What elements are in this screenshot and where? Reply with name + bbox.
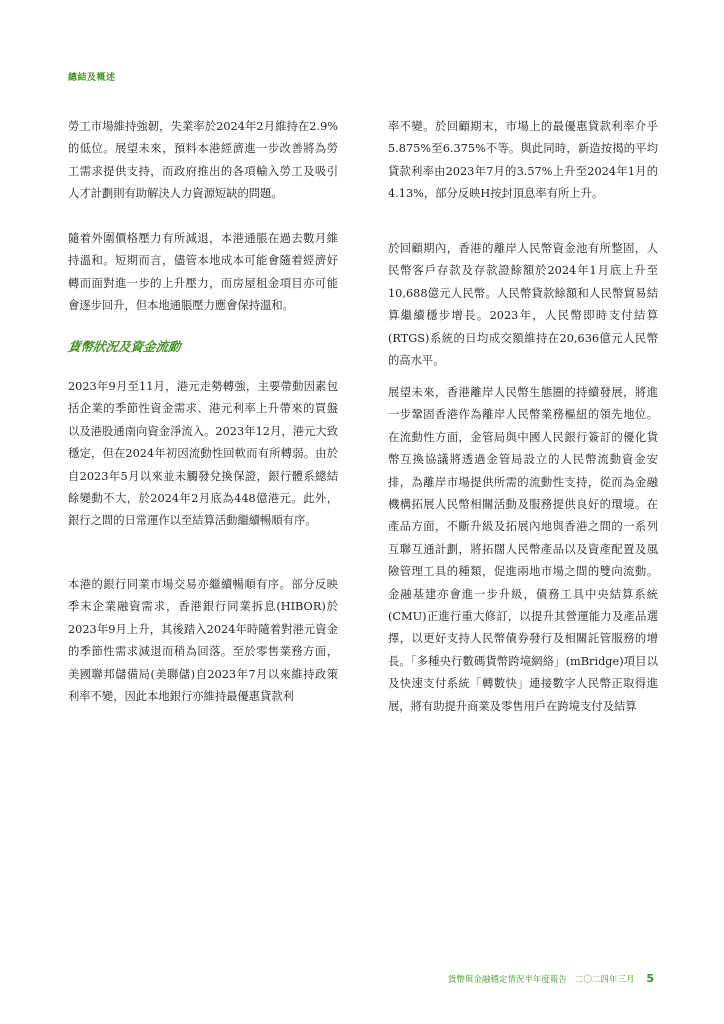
page-number: 5 [646,972,654,985]
paragraph-interbank: 本港的銀行同業市場交易亦繼續暢順有序。部分反映季末企業融資需求，香港銀行同業拆息(HIBOR)於2023年9月上升，其後踏入2024年時隨着對港元資金的季節性需求減退而稍為回落。至於零售業務方面，美國聯邦儲備局(美聯儲)自2023年7月以來維持政策利率不變，因此本地銀行亦維持最優惠貸款利 [68,578,338,704]
paragraph-rmb-outlook: 展望未來，香港離岸人民幣生態圈的持續發展，將進一步鞏固香港作為離岸人民幣業務樞紐的領先地位。在流動性方面，金管局與中國人民銀行簽訂的優化貨幣互換協議將透過金管局設立的人民幣流動資金安排，為離岸市場提供所需的流動性支持，從而為金融機構拓展人民幣相關活動及服務提供良好的環境。在產品方面，不斷升級及拓展內地與香港之間的一系列互聯互通計劃，將拓闊人民幣產品以及資產配置及風險管理工具的種類，促進兩地市場之間的雙向流動。金融基建亦會進一步升級，債務工具中央結算系統(CMU)正進行重大修訂，以提升其營運能力及產品選擇，以更好支持人民幣債券發行及相關託管服務的增長。「多種央行數碼貨幣跨境網絡」(mBridge)項目以及快速支付系統「轉數快」連接數字人民幣正取得進展，將有助提升商業及零售用戶在跨境支付及結算 [388,386,658,713]
paragraph-prime-rate: 率不變。於回顧期末，市場上的最優惠貸款利率介乎5.875%至6.375%不等。與此同時，新造按揭的平均貸款利率由2023年7月的3.57%上升至2024年1月的4.13%，部分反映H按封頂息率有所上升。 [388,120,658,201]
right-column [388,116,658,718]
paragraph-labour-market: 勞工市場維持強韌，失業率於2024年2月維持在2.9%的低位。展望未來，預料本港經濟進一步改善將為勞工需求提供支持，而政府推出的各項輸入勞工及吸引人才計劃則有助解決人力資源短缺的問題。 [68,120,338,201]
section-header: 總結及概述 [68,73,116,83]
section-heading-text: 貨幣狀況及資金流動 [67,339,182,354]
paragraph-inflation: 隨着外圍價格壓力有所減退，本港通脹在過去數月維持溫和。短期而言，儘管本地成本可能會隨着經濟好轉而面對進一步的上升壓力，而房屋租金項目亦可能會逐步回升，但本地通脹壓力應會保持溫和。 [68,232,338,313]
paragraph-rmb-pool: 於回顧期內，香港的離岸人民幣資金池有所整固，人民幣客戶存款及存款證餘額於2024年1月底上升至10,688億元人民幣。人民幣貸款餘額和人民幣貿易結算繼續穩步增長。2023年，人民幣即時支付結算(RTGS)系統的日均成交額維持在20,636億元人民幣的高水平。 [388,242,658,368]
paragraph-hkd: 2023年9月至11月，港元走勢轉強，主要帶動因素包括企業的季節性資金需求、港元利率上升帶來的買盤以及港股通南向資金淨流入。2023年12月，港元大致穩定，但在2024年初因流動性回軟而有所轉弱。由於自2023年5月以來並未觸發兌換保證，銀行體系總結餘變動不大，於2024年2月底為448億港元。此外，銀行之間的日常運作以至結算活動繼續暢順有序。 [68,380,338,528]
left-column [68,116,338,708]
footer-publication: 貨幣與金融穩定情況半年度報告 [447,975,567,985]
footer-date: 二〇二四年三月 [574,975,635,985]
section-heading [68,340,338,376]
page-footer [448,972,654,985]
